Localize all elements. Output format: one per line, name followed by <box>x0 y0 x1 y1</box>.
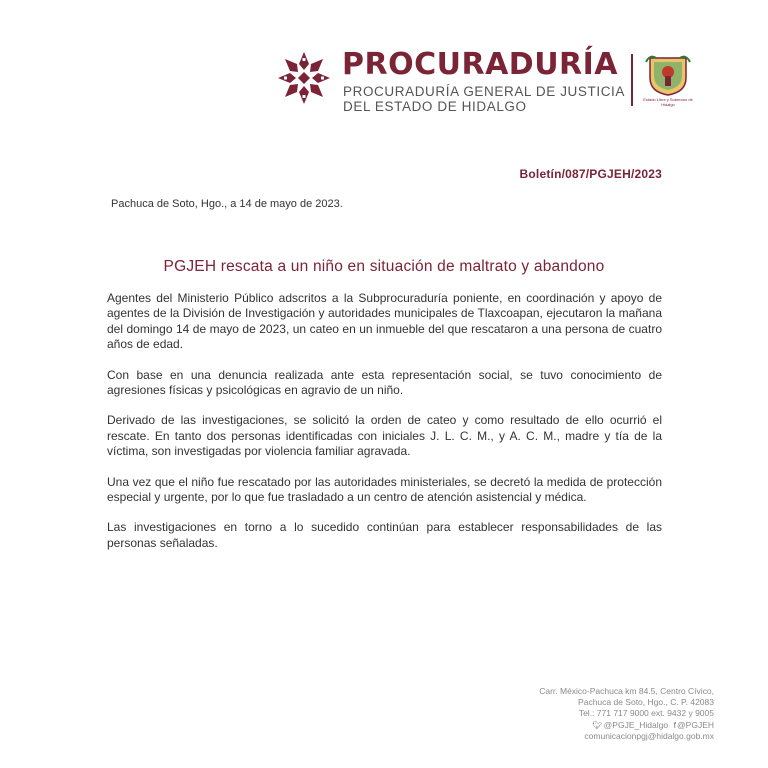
contact-footer <box>474 686 714 742</box>
bulletin-number: Boletín/087/PGJEH/2023 <box>519 167 662 181</box>
seal-caption: Estado Libre y Soberano de Hidalgo <box>643 97 693 107</box>
state-seal-icon <box>644 52 692 96</box>
paragraph: Con base en una denuncia realizada ante esta representación social, se tuvo conocimiento de agresiones físicas y psicológicas en agravio de un niño. <box>107 367 662 398</box>
dateline: Pachuca de Soto, Hgo., a 14 de mayo de 2023. <box>111 198 343 210</box>
paragraph: Agentes del Ministerio Público adscritos a la Subprocuraduría poniente, en coordinación y apoyo de agentes de la División de Investigación y autoridades municipales de Tlaxcoapan, ejecutaron la mañana del domingo 14 de mayo de 2023, un cateo en un inmueble del que rescataron a una persona de cuatro años de edad. <box>107 291 662 352</box>
footer-email[interactable]: comunicacionpgj@hidalgo.gob.mx <box>584 730 714 741</box>
brand-title: PROCURADURÍA <box>342 47 619 82</box>
footer-address-line2: Pachuca de Soto, Hgo., C. P. 42083 <box>578 697 714 708</box>
letterhead <box>276 46 696 112</box>
star-emblem-icon <box>276 50 332 106</box>
brand-subtitle-line2: DEL ESTADO DE HIDALGO <box>343 99 527 114</box>
twitter-icon: 🐦︎ <box>592 720 603 730</box>
footer-phone: Tel.: 771 717 9000 ext. 9432 y 9005 <box>578 708 714 719</box>
press-headline: PGJEH rescata a un niño en situación de maltrato y abandono <box>163 258 605 275</box>
twitter-handle[interactable]: @PGJE_Hidalgo <box>603 719 669 730</box>
facebook-handle[interactable]: @PGJEH <box>677 719 714 730</box>
paragraph: Una vez que el niño fue rescatado por las autoridades ministeriales, se decretó la medida de protección especial y urgente, por lo que fue trasladado a un centro de atención asistencial y médica. <box>107 474 662 505</box>
header-divider <box>631 54 633 106</box>
footer-address-line1: Carr. México-Pachuca km 84.5, Centro Cívico, <box>539 686 714 696</box>
footer-social <box>474 720 714 731</box>
press-body <box>107 291 662 566</box>
paragraph: Las investigaciones en torno a lo sucedido continúan para establecer responsabilidades de las personas señaladas. <box>107 520 662 550</box>
paragraph: Derivado de las investigaciones, se solicitó la orden de cateo y como resultado de ello ocurrió el rescate. En tanto dos personas identificadas con iniciales J. L. C. M., y A. C. M., madre y tía de la víctima, son investigadas por violencia familiar agravada. <box>107 413 662 459</box>
brand-subtitle-line1: PROCURADURÍA GENERAL DE JUSTICIA <box>343 84 625 99</box>
facebook-icon: f <box>673 720 677 730</box>
